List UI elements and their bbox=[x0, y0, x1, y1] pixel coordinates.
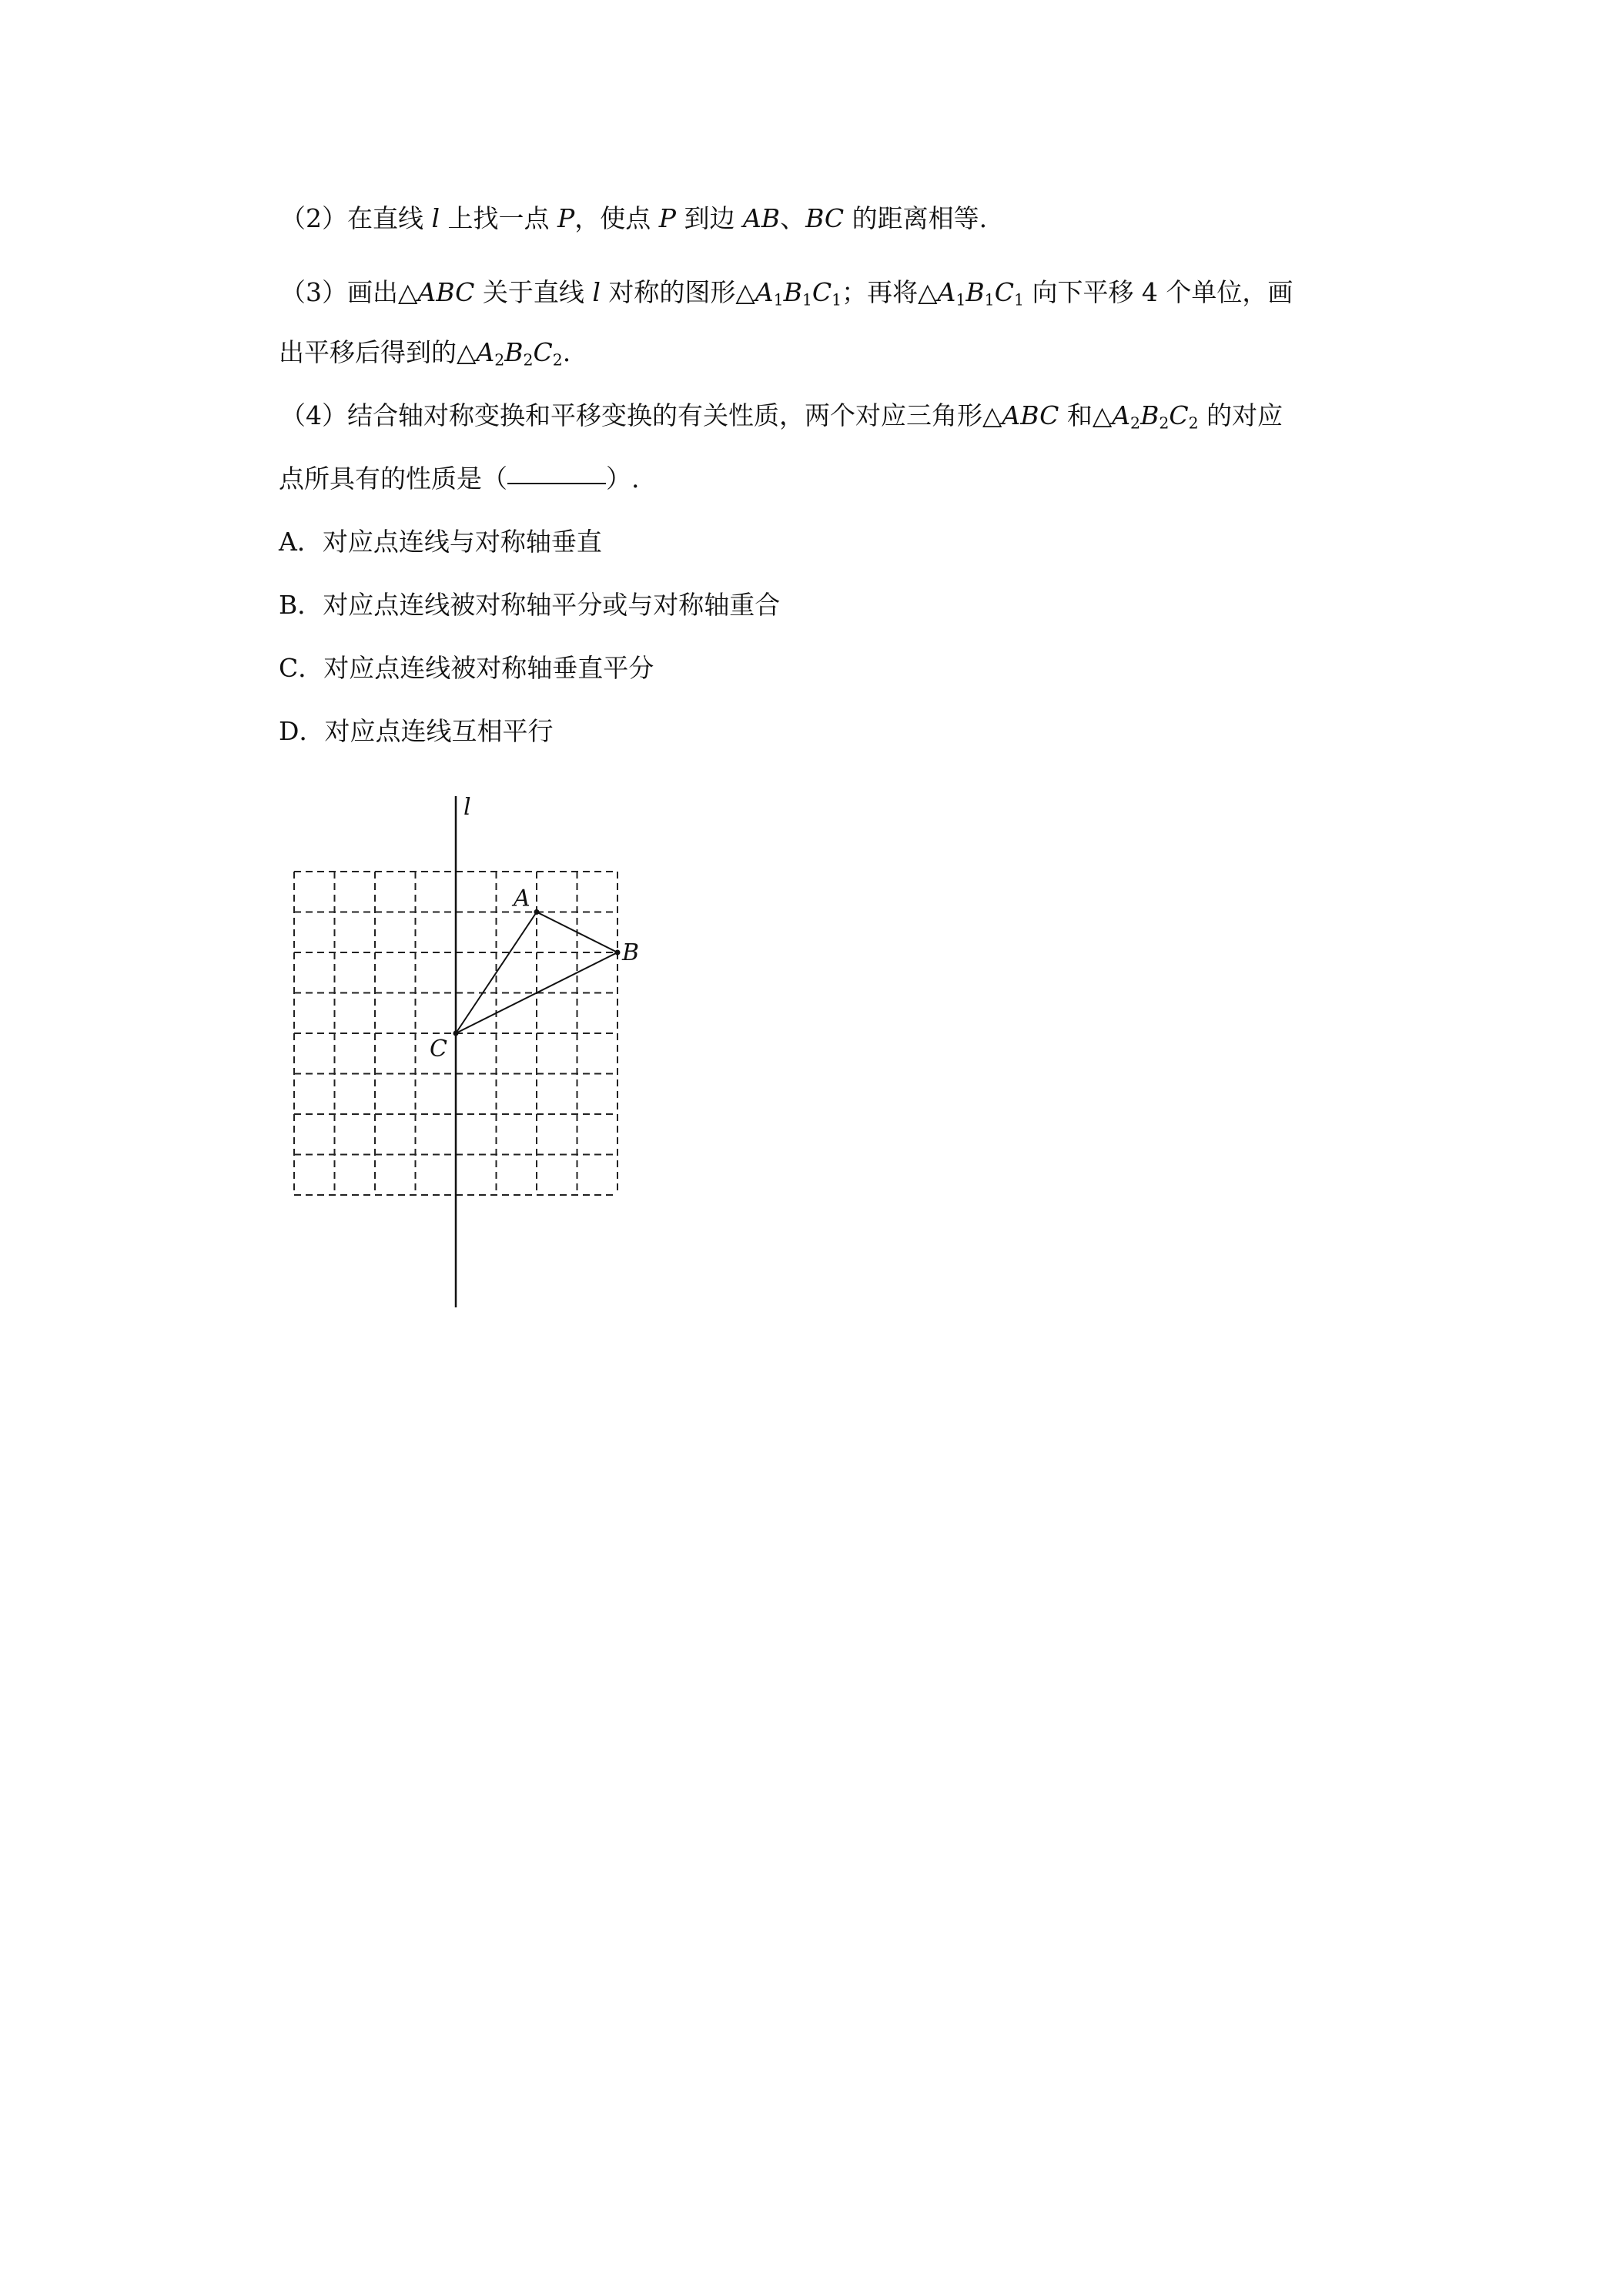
math-variable: B bbox=[965, 277, 985, 307]
point-b bbox=[615, 950, 621, 956]
text-segment: ）. bbox=[606, 464, 640, 494]
text-segment: 出平移后得到的△ bbox=[279, 337, 477, 367]
math-variable: C bbox=[1169, 400, 1189, 430]
text-segment: 点所具有的性质是（ bbox=[279, 464, 507, 494]
math-variable: P bbox=[557, 203, 575, 233]
math-variable: C bbox=[994, 277, 1014, 307]
label-b: B bbox=[622, 939, 640, 966]
part-4-text-line-1 bbox=[280, 399, 1283, 433]
option-b: B．对应点连线被对称轴平分或与对称轴重合 bbox=[279, 590, 781, 620]
math-variable: AB bbox=[742, 203, 781, 233]
math-variable: A bbox=[1112, 400, 1131, 430]
subscript: 1 bbox=[801, 290, 812, 310]
subscript: 1 bbox=[832, 290, 842, 310]
subscript: 1 bbox=[984, 290, 995, 310]
part-3-text-line-2 bbox=[279, 336, 571, 370]
text-segment: （3）画出△ bbox=[280, 277, 418, 307]
subscript: 2 bbox=[1188, 413, 1199, 433]
math-variable: A bbox=[755, 277, 774, 307]
option-d: D．对应点连线互相平行 bbox=[279, 716, 554, 746]
label-c: C bbox=[430, 1036, 447, 1063]
math-variable: A bbox=[476, 337, 495, 367]
math-variable: B bbox=[504, 337, 524, 367]
text-segment: 向下平移 4 个单位，画 bbox=[1023, 277, 1293, 307]
text-segment: . bbox=[562, 337, 571, 367]
text-segment: 的距离相等. bbox=[844, 203, 988, 233]
option-c: C．对应点连线被对称轴垂直平分 bbox=[279, 653, 654, 683]
answer-blank[interactable] bbox=[507, 483, 606, 484]
text-segment: （2）在直线 bbox=[280, 203, 432, 233]
math-variable: C bbox=[533, 337, 553, 367]
point-a bbox=[534, 909, 540, 915]
grid-figure bbox=[285, 788, 662, 1312]
option-a: A．对应点连线与对称轴垂直 bbox=[279, 527, 602, 557]
part-3-text-line-1 bbox=[280, 276, 1293, 310]
part-2-text bbox=[280, 202, 987, 236]
subscript: 2 bbox=[1159, 413, 1170, 433]
subscript: 2 bbox=[494, 350, 505, 370]
text-segment: ，使点 bbox=[574, 203, 659, 233]
text-segment: ；再将△ bbox=[842, 277, 938, 307]
subscript: 2 bbox=[1130, 413, 1141, 433]
math-variable: l bbox=[431, 203, 440, 233]
text-segment: 上找一点 bbox=[440, 203, 558, 233]
text-segment: 和△ bbox=[1059, 400, 1113, 430]
math-variable: ABC bbox=[417, 277, 475, 307]
math-variable: B bbox=[1140, 400, 1160, 430]
subscript: 2 bbox=[552, 350, 563, 370]
math-variable: C bbox=[812, 277, 832, 307]
axis-label: l bbox=[463, 794, 471, 821]
subscript: 1 bbox=[955, 290, 966, 310]
label-a: A bbox=[514, 885, 530, 912]
part-4-text-line-2 bbox=[279, 462, 640, 496]
math-variable: BC bbox=[805, 203, 845, 233]
math-variable: P bbox=[658, 203, 676, 233]
text-segment: 到边 bbox=[675, 203, 743, 233]
text-segment: （4）结合轴对称变换和平移变换的有关性质，两个对应三角形△ bbox=[280, 400, 1002, 430]
grid-diagram bbox=[285, 788, 662, 1312]
text-segment: 对称的图形△ bbox=[600, 277, 755, 307]
point-c bbox=[453, 1031, 459, 1036]
math-variable: A bbox=[937, 277, 956, 307]
math-variable: ABC bbox=[1002, 400, 1059, 430]
subscript: 1 bbox=[773, 290, 784, 310]
text-segment: 、 bbox=[780, 203, 806, 233]
subscript: 2 bbox=[523, 350, 534, 370]
subscript: 1 bbox=[1013, 290, 1024, 310]
text-segment: 关于直线 bbox=[474, 277, 593, 307]
text-segment: 的对应 bbox=[1198, 400, 1283, 430]
math-variable: B bbox=[783, 277, 802, 307]
math-variable: l bbox=[592, 277, 601, 307]
